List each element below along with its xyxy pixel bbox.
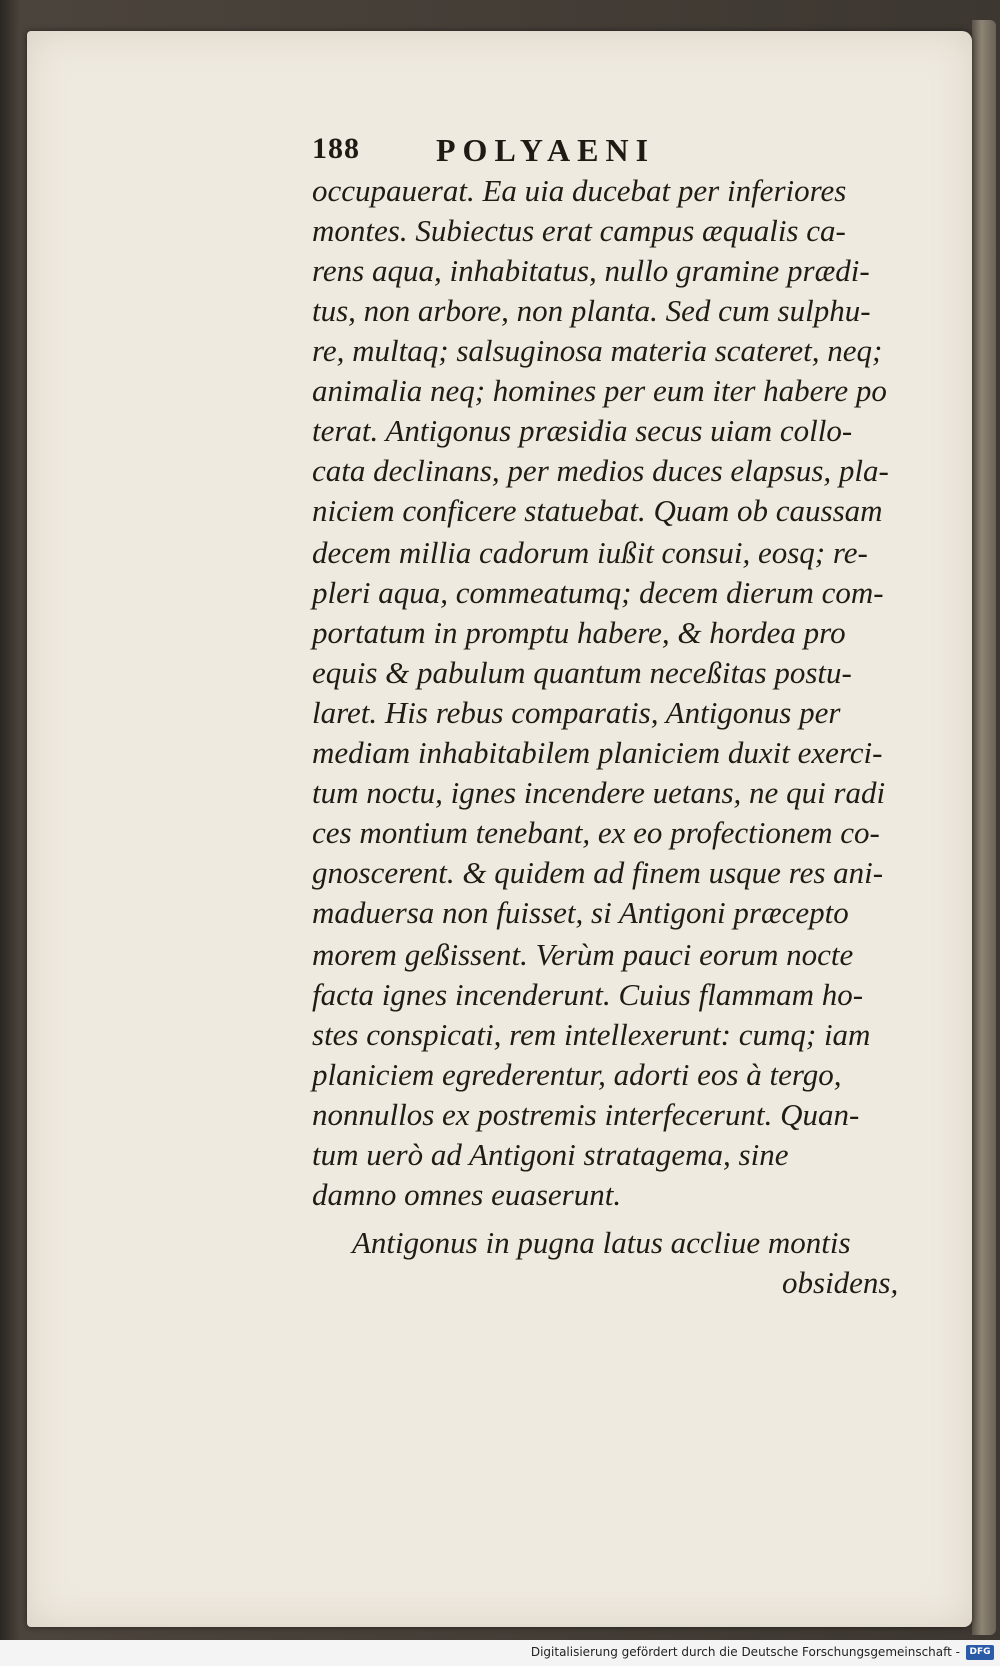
- running-title: POLYAENI: [436, 132, 656, 168]
- text-line: pleri aqua, commeatumq; decem dierum com-: [312, 575, 884, 610]
- text-line: montes. Subiectus erat campus æqualis ca-: [312, 213, 846, 248]
- text-line: mediam inhabitabilem planiciem duxit exerci-: [312, 735, 883, 770]
- text-line: ces montium tenebant, ex eo profectionem co-: [312, 815, 880, 850]
- catchword-line: obsidens,: [782, 1265, 899, 1300]
- text-line: nonnullos ex postremis interfecerunt. Quan-: [312, 1097, 860, 1132]
- text-line: tum noctu, ignes incendere uetans, ne qui radi: [312, 775, 886, 810]
- text-line: laret. His rebus comparatis, Antigonus per: [312, 695, 841, 730]
- funding-credit: Digitalisierung gefördert durch die Deutsche Forschungsgemeinschaft -: [530, 1645, 960, 1659]
- text-line: re, multaq; salsuginosa materia scateret, neq;: [312, 333, 883, 368]
- text-line: decem millia cadorum iußit consui, eosq; re-: [312, 535, 868, 570]
- text-line: maduersa non fuisset, si Antigoni præcepto: [312, 895, 849, 930]
- text-line: animalia neq; homines per eum iter habere po: [312, 373, 887, 408]
- book-fore-edge: [972, 20, 996, 1635]
- text-line: stes conspicati, rem intellexerunt: cumq; iam: [312, 1017, 871, 1052]
- text-line: damno omnes euaserunt.: [312, 1177, 622, 1212]
- text-line: rens aqua, inhabitatus, nullo gramine prædi-: [312, 253, 870, 288]
- text-line: portatum in promptu habere, & hordea pro: [312, 615, 846, 650]
- text-line: equis & pabulum quantum neceßitas postu-: [312, 655, 852, 690]
- text-line: tum uerò ad Antigoni stratagema, sine: [312, 1137, 789, 1172]
- text-line: gnoscerent. & quidem ad finem usque res ani-: [312, 855, 884, 890]
- body-text: [312, 170, 912, 1350]
- text-line: niciem conficere statuebat. Quam ob caussam: [312, 493, 883, 528]
- text-line: occupauerat. Ea uia ducebat per inferiores: [312, 173, 847, 208]
- text-line: terat. Antigonus præsidia secus uiam collo-: [312, 413, 853, 448]
- dfg-logo-icon: DFG: [966, 1645, 994, 1660]
- text-line: planiciem egrederentur, adorti eos à tergo,: [312, 1057, 842, 1092]
- text-line: cata declinans, per medios duces elapsus, pla-: [312, 453, 889, 488]
- text-line: morem geßissent. Verùm pauci eorum nocte: [312, 937, 854, 972]
- page-number: 188: [312, 132, 360, 165]
- text-line: facta ignes incenderunt. Cuius flammam ho-: [312, 977, 864, 1012]
- paragraph-start-line: Antigonus in pugna latus accliue montis: [352, 1225, 851, 1260]
- text-line: tus, non arbore, non planta. Sed cum sulphu-: [312, 293, 871, 328]
- digitization-footer: [0, 1640, 1000, 1666]
